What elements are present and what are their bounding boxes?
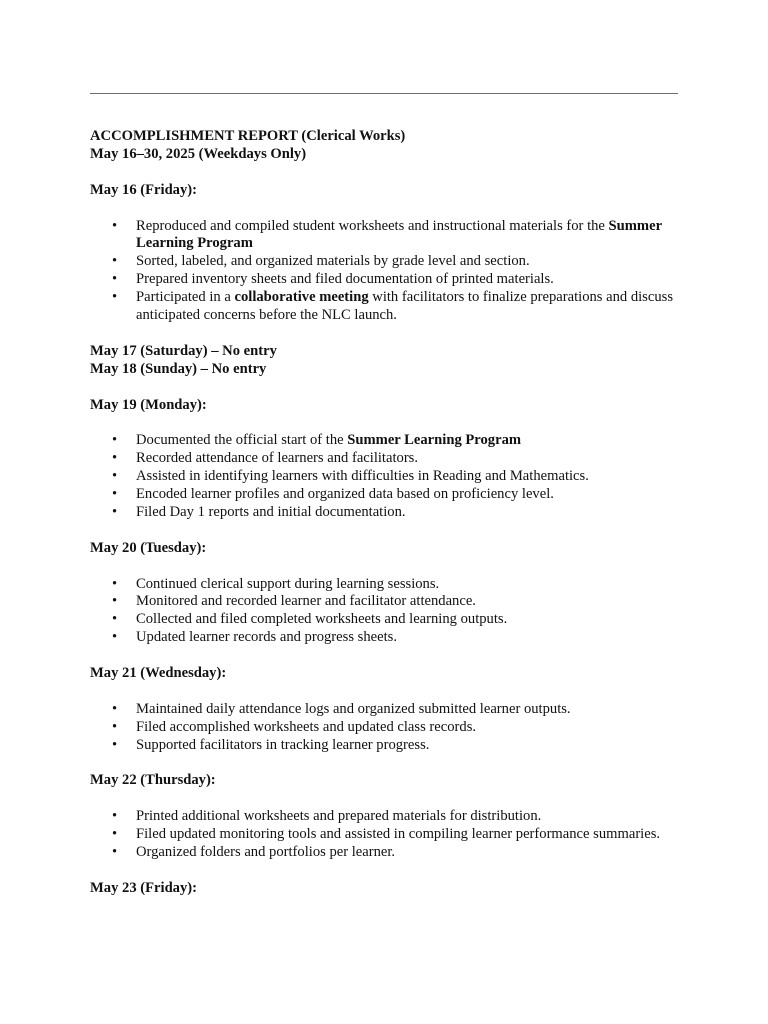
task-item [90, 593, 680, 611]
task-item [90, 289, 680, 325]
horizontal-rule [90, 93, 678, 94]
task-text: Recorded attendance of learners and facilitators. [136, 450, 419, 467]
bullet-icon: • [112, 826, 118, 843]
spacer [90, 647, 680, 665]
task-text: Participated in a [136, 289, 235, 306]
task-item [90, 271, 680, 289]
task-text: Collected and filed completed worksheets and learning outputs. [136, 611, 508, 628]
task-item [90, 253, 680, 271]
task-item [90, 576, 680, 594]
bullet-icon: • [112, 844, 118, 861]
task-text: Encoded learner profiles and organized data based on proficiency level. [136, 486, 554, 503]
bullet-icon: • [112, 736, 118, 753]
bullet-icon: • [112, 450, 118, 467]
task-item [90, 808, 680, 826]
bullet-icon: • [112, 253, 118, 270]
day-heading-may-21-wednesday: May 21 (Wednesday): [90, 665, 227, 682]
bullet-icon: • [112, 718, 118, 735]
bullet-icon: • [112, 808, 118, 825]
bullet-icon: • [112, 468, 118, 485]
spacer [90, 683, 680, 701]
task-item [90, 737, 680, 755]
task-list [90, 218, 680, 325]
task-item [90, 432, 680, 450]
spacer [90, 522, 680, 540]
task-item [90, 486, 680, 504]
spacer [90, 379, 680, 397]
bullet-icon: • [112, 593, 118, 610]
spacer [90, 325, 680, 343]
task-text: Filed accomplished worksheets and updated class records. [136, 718, 477, 735]
task-text: Monitored and recorded learner and facilitator attendance. [136, 593, 476, 610]
task-list [90, 576, 680, 648]
task-item [90, 719, 680, 737]
task-text: Updated learner records and progress sheets. [136, 629, 397, 646]
report-period: May 16–30, 2025 (Weekdays Only) [90, 145, 307, 162]
task-item [90, 701, 680, 719]
task-item [90, 611, 680, 629]
bullet-icon: • [112, 432, 118, 449]
day-heading-may-22-thursday: May 22 (Thursday): [90, 772, 216, 789]
task-text: Prepared inventory sheets and filed documentation of printed materials. [136, 271, 554, 288]
task-list [90, 808, 680, 862]
bullet-icon: • [112, 629, 118, 646]
bullet-icon: • [112, 486, 118, 503]
spacer [90, 414, 680, 432]
task-emphasis: Summer Learning Program [136, 217, 662, 252]
task-text: Reproduced and compiled student worksheets and instructional materials for the [136, 217, 609, 234]
task-text: Printed additional worksheets and prepared materials for distribution. [136, 808, 542, 825]
task-text-continued: with facilitators to finalize preparations and discuss anticipated concerns before the NLC launch. [136, 289, 673, 324]
task-text: Sorted, labeled, and organized materials by grade level and section. [136, 253, 530, 270]
bullet-icon: • [112, 289, 118, 306]
spacer [90, 200, 680, 218]
task-text: Organized folders and portfolios per learner. [136, 844, 396, 861]
task-text: Assisted in identifying learners with difficulties in Reading and Mathematics. [136, 468, 589, 485]
day-heading-may-16-friday: May 16 (Friday): [90, 181, 197, 198]
task-list [90, 432, 680, 522]
task-text: Supported facilitators in tracking learner progress. [136, 736, 430, 753]
spacer [90, 558, 680, 576]
task-text: Documented the official start of the [136, 432, 348, 449]
task-item [90, 218, 680, 254]
task-item [90, 826, 680, 844]
bullet-icon: • [112, 503, 118, 520]
day-heading-may-19-monday: May 19 (Monday): [90, 396, 207, 413]
bullet-icon: • [112, 700, 118, 717]
day-heading-may-23-friday: May 23 (Friday): [90, 879, 197, 896]
no-entry-line: May 18 (Sunday) – No entry [90, 360, 267, 377]
bullet-icon: • [112, 611, 118, 628]
bullet-icon: • [112, 271, 118, 288]
task-item [90, 844, 680, 862]
task-text: Maintained daily attendance logs and organized submitted learner outputs. [136, 700, 571, 717]
task-item [90, 504, 680, 522]
day-heading-may-20-tuesday: May 20 (Tuesday): [90, 539, 207, 556]
task-emphasis: Summer Learning Program [347, 432, 522, 449]
task-text: Filed updated monitoring tools and assisted in compiling learner performance summaries. [136, 826, 661, 843]
spacer [90, 164, 680, 182]
bullet-icon: • [112, 575, 118, 592]
task-text: Continued clerical support during learning sessions. [136, 575, 440, 592]
spacer [90, 790, 680, 808]
bullet-icon: • [112, 217, 118, 234]
report-content [90, 128, 680, 898]
report-title: ACCOMPLISHMENT REPORT (Clerical Works) [90, 128, 406, 144]
no-entry-line: May 17 (Saturday) – No entry [90, 342, 277, 359]
task-emphasis: collaborative meeting [234, 289, 369, 306]
task-list [90, 701, 680, 755]
spacer [90, 862, 680, 880]
task-item [90, 468, 680, 486]
task-item [90, 450, 680, 468]
days-container [90, 182, 680, 898]
spacer [90, 755, 680, 773]
task-item [90, 629, 680, 647]
task-text: Filed Day 1 reports and initial documentation. [136, 503, 406, 520]
